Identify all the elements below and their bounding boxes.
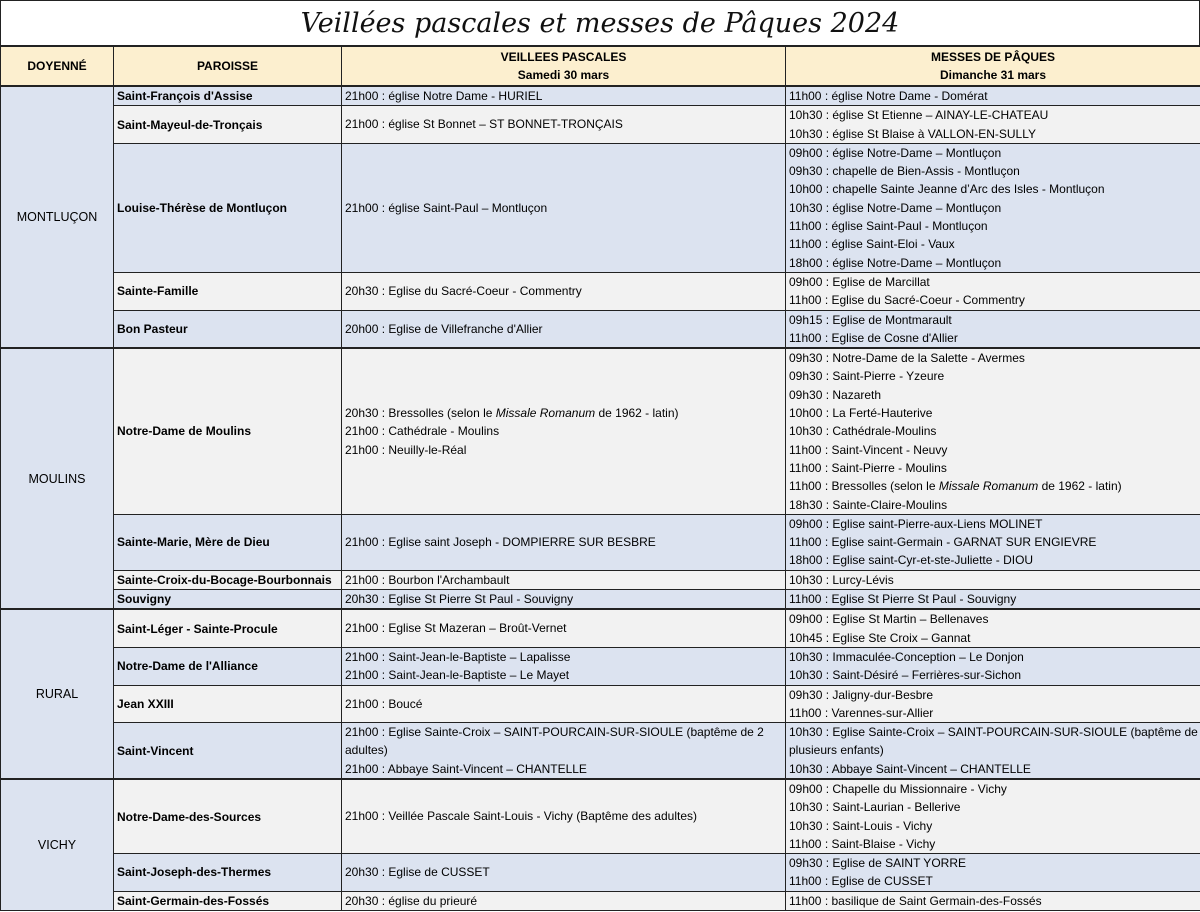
paroisse-cell: Saint-Vincent [114,723,342,779]
veillee-entry: 21h00 : Boucé [345,696,423,711]
messes-cell [786,590,1200,610]
messes-cell [786,570,1200,589]
messe-entry: 10h30 : Cathédrale-Moulins [789,424,937,439]
veillees-cell [342,779,786,854]
messe-entry: 09h30 : Notre-Dame de la Salette - Avermes [789,351,1025,366]
veillee-entry: 20h00 : Eglise de Villefranche d'Allier [345,321,543,336]
doyenne-cell: MOULINS [1,348,114,609]
header-veillees [342,46,786,86]
messe-entry: 09h30 : Nazareth [789,387,882,402]
table-row [1,723,1200,779]
messe-entry: 10h30 : Eglise Sainte-Croix – SAINT-POURCAIN-SUR-SIOULE (baptême de plusieurs enfants) [789,725,1198,758]
messe-entry: 09h00 : Eglise de Marcillat [789,274,930,289]
paroisse-cell: Notre-Dame-des-Sources [114,779,342,854]
messe-entry: 09h00 : Eglise saint-Pierre-aux-Liens MOLINET [789,516,1043,531]
veillees-cell [342,570,786,589]
messes-cell [786,348,1200,514]
veillees-cell [342,647,786,685]
table-row [1,570,1200,589]
messe-entry: 18h00 : église Notre-Dame – Montluçon [789,255,1002,270]
messes-cell [786,723,1200,779]
messe-entry: 11h00 : Saint-Vincent - Neuvy [789,442,948,457]
header-row [1,46,1200,86]
veillee-entry: 20h30 : Eglise de CUSSET [345,865,490,880]
paroisse-cell: Notre-Dame de l'Alliance [114,647,342,685]
header-doyenne: DOYENNÉ [1,46,114,86]
veillees-cell [342,106,786,144]
paroisse-cell: Saint-Germain-des-Fossés [114,891,342,910]
messes-cell [786,272,1200,310]
header-paroisse: PAROISSE [114,46,342,86]
messe-entry: 10h45 : Eglise Ste Croix – Gannat [789,630,971,645]
messe-entry: 09h30 : chapelle de Bien-Assis - Montluçon [789,164,1020,179]
paroisse-cell: Sainte-Croix-du-Bocage-Bourbonnais [114,570,342,589]
veillee-entry: 20h30 : Bressolles (selon le Missale Romanum de 1962 - latin) [345,406,679,421]
messe-entry: 09h00 : Eglise St Martin – Bellenaves [789,612,989,627]
header-messes [786,46,1200,86]
messe-entry: 11h00 : Eglise du Sacré-Coeur - Commentry [789,293,1025,308]
messe-entry: 10h30 : Saint-Laurian - Bellerive [789,800,961,815]
veillees-cell [342,86,786,106]
messe-entry: 09h15 : Eglise de Montmarault [789,312,952,327]
messes-cell [786,685,1200,723]
messe-entry: 09h30 : Saint-Pierre - Yzeure [789,369,945,384]
messe-entry: 11h00 : Eglise saint-Germain - GARNAT SUR ENGIEVRE [789,535,1097,550]
messe-entry: 10h30 : église St Blaise à VALLON-EN-SULLY [789,126,1037,141]
messes-cell [786,86,1200,106]
table-row [1,685,1200,723]
veillee-entry: 21h00 : Cathédrale - Moulins [345,424,500,439]
veillee-entry: 21h00 : Saint-Jean-le-Baptiste – Lapalisse [345,649,571,664]
doyenne-cell: RURAL [1,609,114,779]
veillees-cell [342,685,786,723]
veillee-entry: 21h00 : Eglise Sainte-Croix – SAINT-POURCAIN-SUR-SIOULE (baptême de 2 adultes) [345,725,764,758]
paroisse-cell: Saint-Joseph-des-Thermes [114,854,342,892]
messes-cell [786,779,1200,854]
table-row [1,106,1200,144]
paroisse-cell: Jean XXIII [114,685,342,723]
messe-entry: 09h30 : Eglise de SAINT YORRE [789,856,966,871]
messes-cell [786,143,1200,272]
messe-entry: 10h00 : chapelle Sainte Jeanne d’Arc des Isles - Montluçon [789,182,1105,197]
messe-entry: 11h00 : Saint-Blaise - Vichy [789,836,936,851]
table-row [1,891,1200,910]
messe-entry: 11h00 : Bressolles (selon le Missale Romanum de 1962 - latin) [789,479,1122,494]
table-row [1,143,1200,272]
messe-entry: 11h00 : Eglise St Pierre St Paul - Souvigny [789,592,1017,607]
veillee-entry: 21h00 : Neuilly-le-Réal [345,442,467,457]
messe-entry: 10h30 : Saint-Louis - Vichy [789,818,933,833]
messes-cell [786,310,1200,348]
table-row [1,590,1200,610]
table-row [1,86,1200,106]
veillee-entry: 21h00 : Saint-Jean-le-Baptiste – Le Mayet [345,668,570,683]
messe-entry: 18h00 : Eglise saint-Cyr-et-ste-Juliette - DIOU [789,553,1034,568]
schedule-table [0,45,1200,911]
veillees-cell [342,854,786,892]
table-row [1,272,1200,310]
veillees-cell [342,590,786,610]
table-row [1,514,1200,570]
veillee-entry: 21h00 : église Saint-Paul – Montluçon [345,200,548,215]
paroisse-cell: Sainte-Marie, Mère de Dieu [114,514,342,570]
messe-entry: 11h00 : église Saint-Paul - Montluçon [789,219,988,234]
veillees-cell [342,310,786,348]
table-row [1,854,1200,892]
header-messes-date: Dimanche 31 mars [939,68,1047,82]
veillees-cell [342,609,786,647]
messe-entry: 11h00 : Saint-Pierre - Moulins [789,460,947,475]
veillee-entry: 21h00 : Bourbon l'Archambault [345,572,510,587]
messes-cell [786,514,1200,570]
paroisse-cell: Saint-Léger - Sainte-Procule [114,609,342,647]
paroisse-cell: Louise-Thérèse de Montluçon [114,143,342,272]
paroisse-cell: Saint-Mayeul-de-Tronçais [114,106,342,144]
messe-entry: 10h30 : église St Etienne – AINAY-LE-CHATEAU [789,108,1049,123]
table-row [1,609,1200,647]
messe-entry: 10h30 : Lurcy-Lévis [789,572,894,587]
table-row [1,779,1200,854]
veillees-cell [342,143,786,272]
table-row [1,348,1200,514]
veillees-cell [342,514,786,570]
messe-entry: 09h00 : église Notre-Dame – Montluçon [789,145,1002,160]
messe-entry: 11h00 : église Saint-Eloi - Vaux [789,237,955,252]
veillee-entry: 20h30 : église du prieuré [345,893,478,908]
messe-entry: 11h00 : Eglise de Cosne d'Allier [789,330,958,345]
paroisse-cell: Sainte-Famille [114,272,342,310]
schedule-body [1,86,1200,911]
veillee-entry: 21h00 : Eglise St Mazeran – Broût-Vernet [345,621,567,636]
messe-entry: 11h00 : basilique de Saint Germain-des-Fossés [789,893,1042,908]
messe-entry: 18h30 : Sainte-Claire-Moulins [789,497,948,512]
paroisse-cell: Souvigny [114,590,342,610]
messe-entry: 11h00 : église Notre Dame - Domérat [789,89,988,103]
header-messes-title: MESSES DE PÂQUES [930,49,1056,64]
veillee-entry: 21h00 : église St Bonnet – ST BONNET-TRONÇAIS [345,117,623,132]
veillees-cell [342,272,786,310]
messe-entry: 10h00 : La Ferté-Hauterive [789,406,933,421]
messes-cell [786,609,1200,647]
messe-entry: 10h30 : Immaculée-Conception – Le Donjon [789,649,1024,664]
paroisse-cell: Bon Pasteur [114,310,342,348]
paroisse-cell: Saint-François d'Assise [114,86,342,106]
doyenne-cell: MONTLUÇON [1,86,114,348]
messe-entry: 10h30 : église Notre-Dame – Montluçon [789,200,1002,215]
messes-cell [786,647,1200,685]
table-row [1,647,1200,685]
messe-entry: 10h30 : Abbaye Saint-Vincent – CHANTELLE [789,761,1031,776]
table-row [1,310,1200,348]
veillee-entry: 21h00 : Veillée Pascale Saint-Louis - Vichy (Baptême des adultes) [345,809,697,824]
header-veillees-title: VEILLEES PASCALES [500,49,627,64]
paroisse-cell: Notre-Dame de Moulins [114,348,342,514]
veillee-entry: 21h00 : église Notre Dame - HURIEL [345,89,543,103]
veillees-cell [342,348,786,514]
messes-cell [786,106,1200,144]
veillee-entry: 20h30 : Eglise St Pierre St Paul - Souvigny [345,592,574,607]
page-title: Veillées pascales et messes de Pâques 2024 [0,0,1200,45]
doyenne-cell: VICHY [1,779,114,911]
messe-entry: 10h30 : Saint-Désiré – Ferrières-sur-Sichon [789,668,1022,683]
veillee-entry: 20h30 : Eglise du Sacré-Coeur - Commentry [345,284,582,299]
messe-entry: 11h00 : Eglise de CUSSET [789,874,933,889]
messe-entry: 11h00 : Varennes-sur-Allier [789,705,934,720]
messe-entry: 09h00 : Chapelle du Missionnaire - Vichy [789,781,1007,796]
header-veillees-date: Samedi 30 mars [517,68,610,82]
veillee-entry: 21h00 : Abbaye Saint-Vincent – CHANTELLE [345,761,587,776]
veillees-cell [342,891,786,910]
messe-entry: 09h30 : Jaligny-dur-Besbre [789,687,934,702]
messes-cell [786,854,1200,892]
veillee-entry: 21h00 : Eglise saint Joseph - DOMPIERRE SUR BESBRE [345,535,656,550]
veillees-cell [342,723,786,779]
messes-cell [786,891,1200,910]
